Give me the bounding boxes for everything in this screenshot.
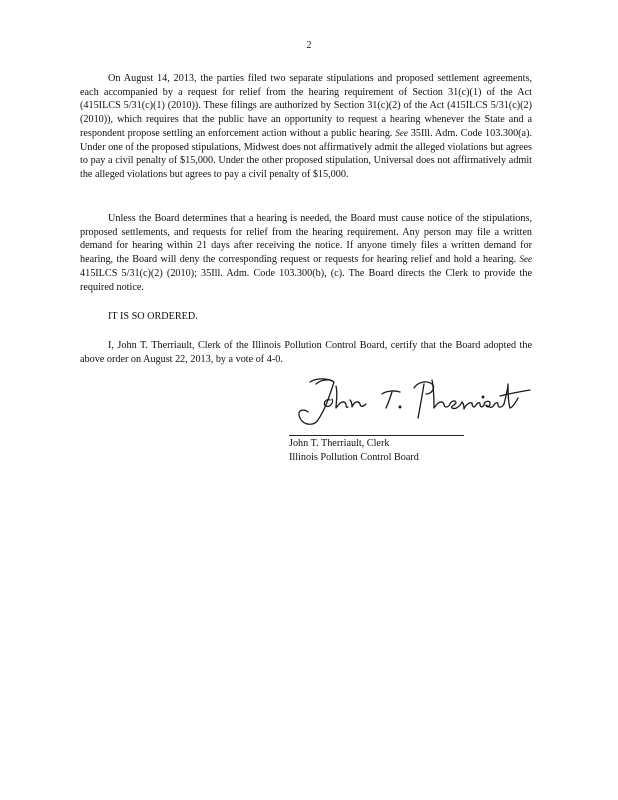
paragraph-2-see: See (519, 254, 532, 265)
paragraph-1-see: See (395, 127, 408, 138)
paragraph-2-text-b: 415ILCS 5/31(c)(2) (2010); 35Ill. Adm. Code 103.300(b), (c). The Board directs the Clerk to provide the required notice. (80, 267, 532, 293)
signature-block (289, 437, 419, 465)
paragraph-1-text-a: On August 14, 2013, the parties filed two separate stipulations and proposed settlement agreements, each accompanied by a request for relief from the hearing requirement of Section 31(c)(1) of the Act (415ILCS 5/31(c)(1) (2010)). These filings are authorized by Section 31(c)(2) of the Act (415ILCS 5/31(c)(2) (2010)), which requires that the public have an opportunity to request a hearing whenever the State and a respondent propose settling an enforcement action without a public hearing. (80, 73, 532, 139)
paragraph-1-text-b: 35Ill. Adm. Code 103.300(a). Under one of the proposed stipulations, Midwest does not affirmatively admit the alleged violations but agrees to pay a civil penalty of $15,000. Under the other proposed stipulation, Universal does not affirmatively admit the alleged violations but agrees to pay a civil penalty of $15,000. (80, 127, 533, 180)
signer-name: John T. Therriault, Clerk (289, 438, 390, 449)
handwritten-signature (286, 372, 534, 430)
clerk-certification (80, 339, 532, 366)
paragraph-notice (80, 212, 532, 294)
signature-line (289, 435, 464, 436)
order-statement-text: IT IS SO ORDERED. (108, 311, 198, 322)
order-statement (80, 310, 532, 324)
signer-organization: Illinois Pollution Control Board (289, 452, 419, 463)
clerk-certification-text: I, John T. Therriault, Clerk of the Illinois Pollution Control Board, certify that the Board adopted the above order on August 22, 2013, by a vote of 4-0. (80, 340, 532, 365)
paragraph-2-text-a: Unless the Board determines that a hearing is needed, the Board must cause notice of the stipulations, proposed settlements, and requests for relief from the hearing requirement. Any person may file a written demand for hearing within 21 days after receiving the notice. If anyone timely files a written demand for hearing, the Board will deny the corresponding request or requests for hearing relief and hold a hearing. (80, 213, 532, 266)
paragraph-stipulations (80, 72, 532, 182)
page-number: 2 (306, 40, 312, 51)
